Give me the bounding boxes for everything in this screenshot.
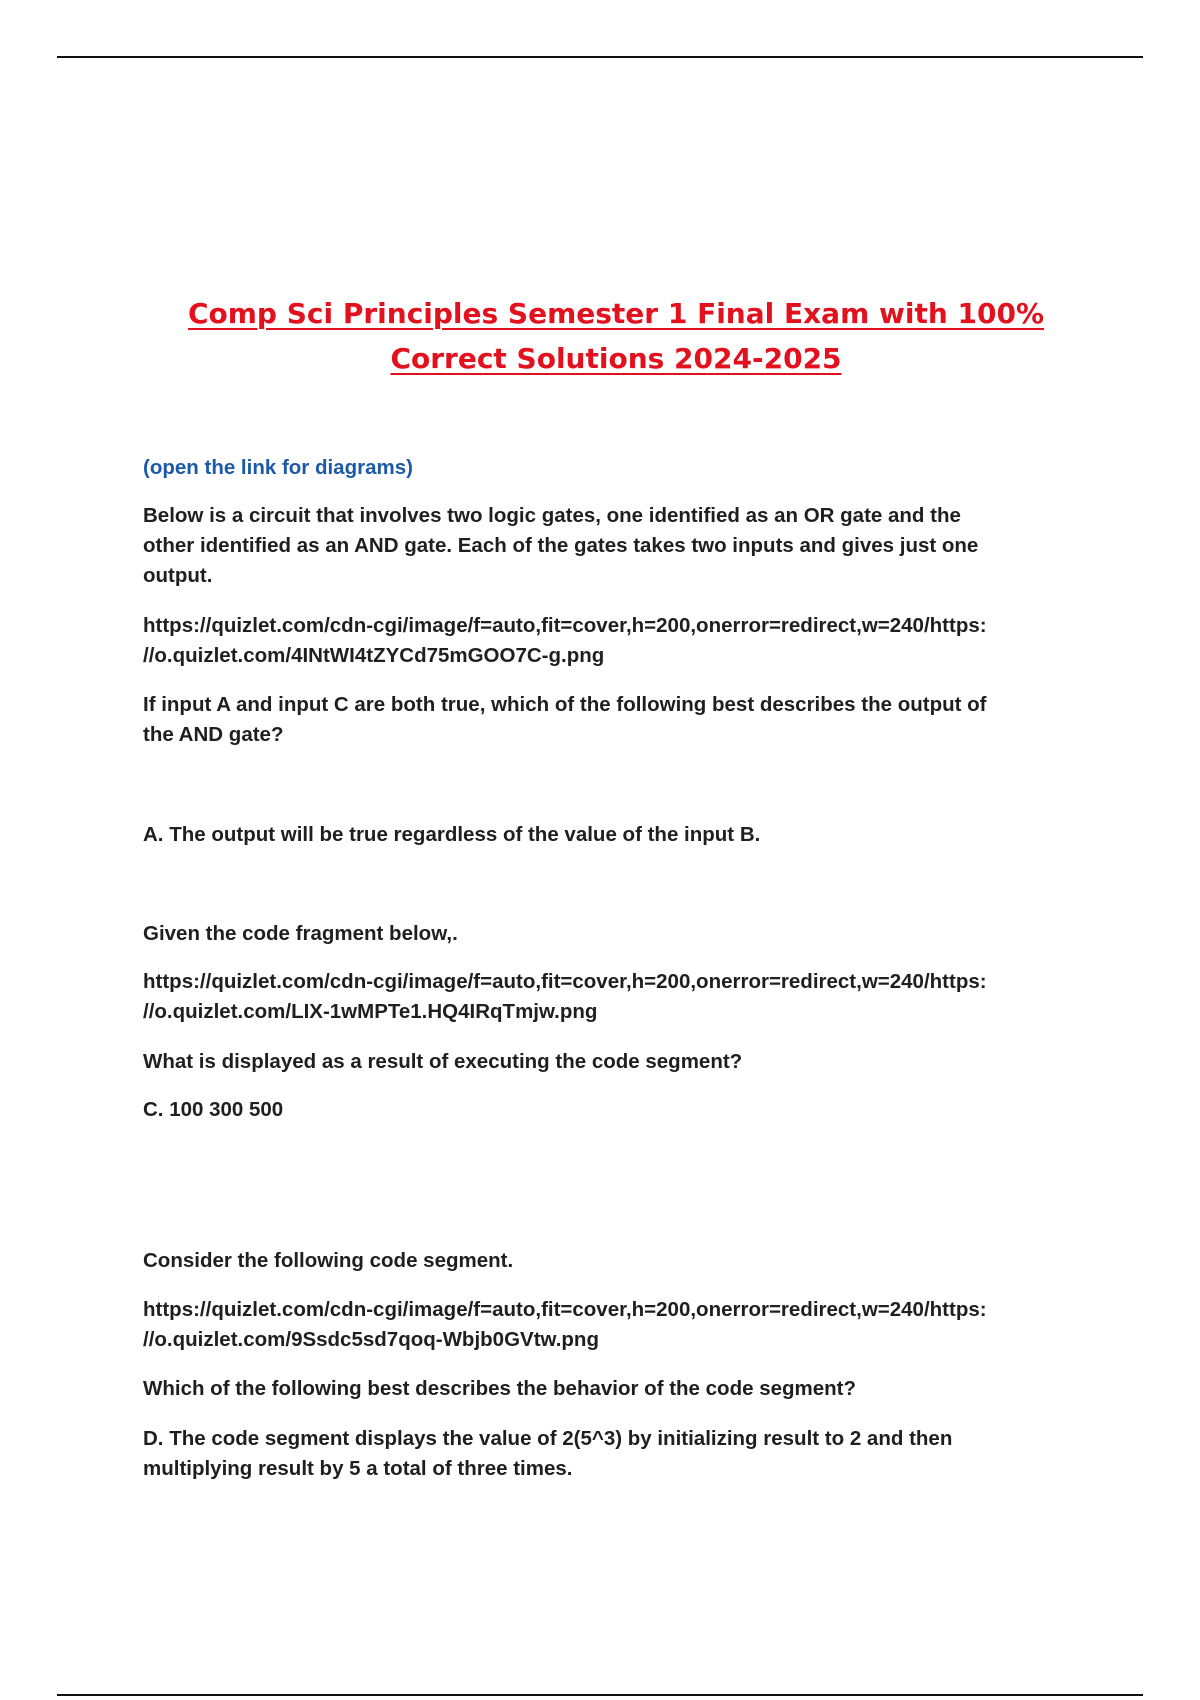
q1-prompt bbox=[143, 501, 1103, 591]
q3-answer-line-2: multiplying result by 5 a total of three times. bbox=[143, 1457, 573, 1480]
q2-url-line-2: //o.quizlet.com/LIX-1wMPTe1.HQ4IRqTmjw.png bbox=[143, 1000, 598, 1023]
q1-url-line-2: //o.quizlet.com/4INtWI4tZYCd75mGOO7C-g.png bbox=[143, 644, 605, 667]
q1-url-line-1: https://quizlet.com/cdn-cgi/image/f=auto,fit=cover,h=200,onerror=redirect,w=240/https: bbox=[143, 614, 987, 637]
q2-question: What is displayed as a result of executing the code segment? bbox=[143, 1050, 743, 1073]
q1-answer: A. The output will be true regardless of the value of the input B. bbox=[143, 823, 761, 846]
q3-image-url bbox=[143, 1295, 1103, 1355]
q1-prompt-line-1: Below is a circuit that involves two logic gates, one identified as an OR gate and the bbox=[143, 504, 961, 527]
q2-image-url bbox=[143, 967, 1103, 1027]
q2-answer: C. 100 300 500 bbox=[143, 1098, 284, 1121]
q3-answer-line-1: D. The code segment displays the value of 2(5^3) by initializing result to 2 and then bbox=[143, 1427, 953, 1450]
top-rule bbox=[57, 56, 1143, 58]
q1-prompt-line-2: other identified as an AND gate. Each of the gates takes two inputs and gives just one bbox=[143, 534, 979, 557]
title-line-2: Correct Solutions 2024-2025 bbox=[390, 342, 842, 375]
q3-url-line-2: //o.quizlet.com/9Ssdc5sd7qoq-Wbjb0GVtw.png bbox=[143, 1328, 599, 1351]
q2-url-line-1: https://quizlet.com/cdn-cgi/image/f=auto,fit=cover,h=200,onerror=redirect,w=240/https: bbox=[143, 970, 987, 993]
document-title bbox=[0, 291, 1200, 381]
q1-question-line-1: If input A and input C are both true, which of the following best describes the output of bbox=[143, 693, 987, 716]
title-line-1: Comp Sci Principles Semester 1 Final Exam with 100% bbox=[187, 297, 1045, 330]
q2-prompt: Given the code fragment below,. bbox=[143, 922, 458, 945]
q3-question: Which of the following best describes the behavior of the code segment? bbox=[143, 1377, 857, 1400]
q1-question bbox=[143, 690, 1103, 750]
q3-prompt: Consider the following code segment. bbox=[143, 1249, 514, 1272]
q3-url-line-1: https://quizlet.com/cdn-cgi/image/f=auto,fit=cover,h=200,onerror=redirect,w=240/https: bbox=[143, 1298, 987, 1321]
q3-answer bbox=[143, 1424, 1103, 1484]
link-note: (open the link for diagrams) bbox=[143, 456, 413, 479]
q1-question-line-2: the AND gate? bbox=[143, 723, 284, 746]
q1-prompt-line-3: output. bbox=[143, 564, 213, 587]
q1-image-url bbox=[143, 611, 1103, 671]
bottom-rule bbox=[57, 1694, 1143, 1696]
